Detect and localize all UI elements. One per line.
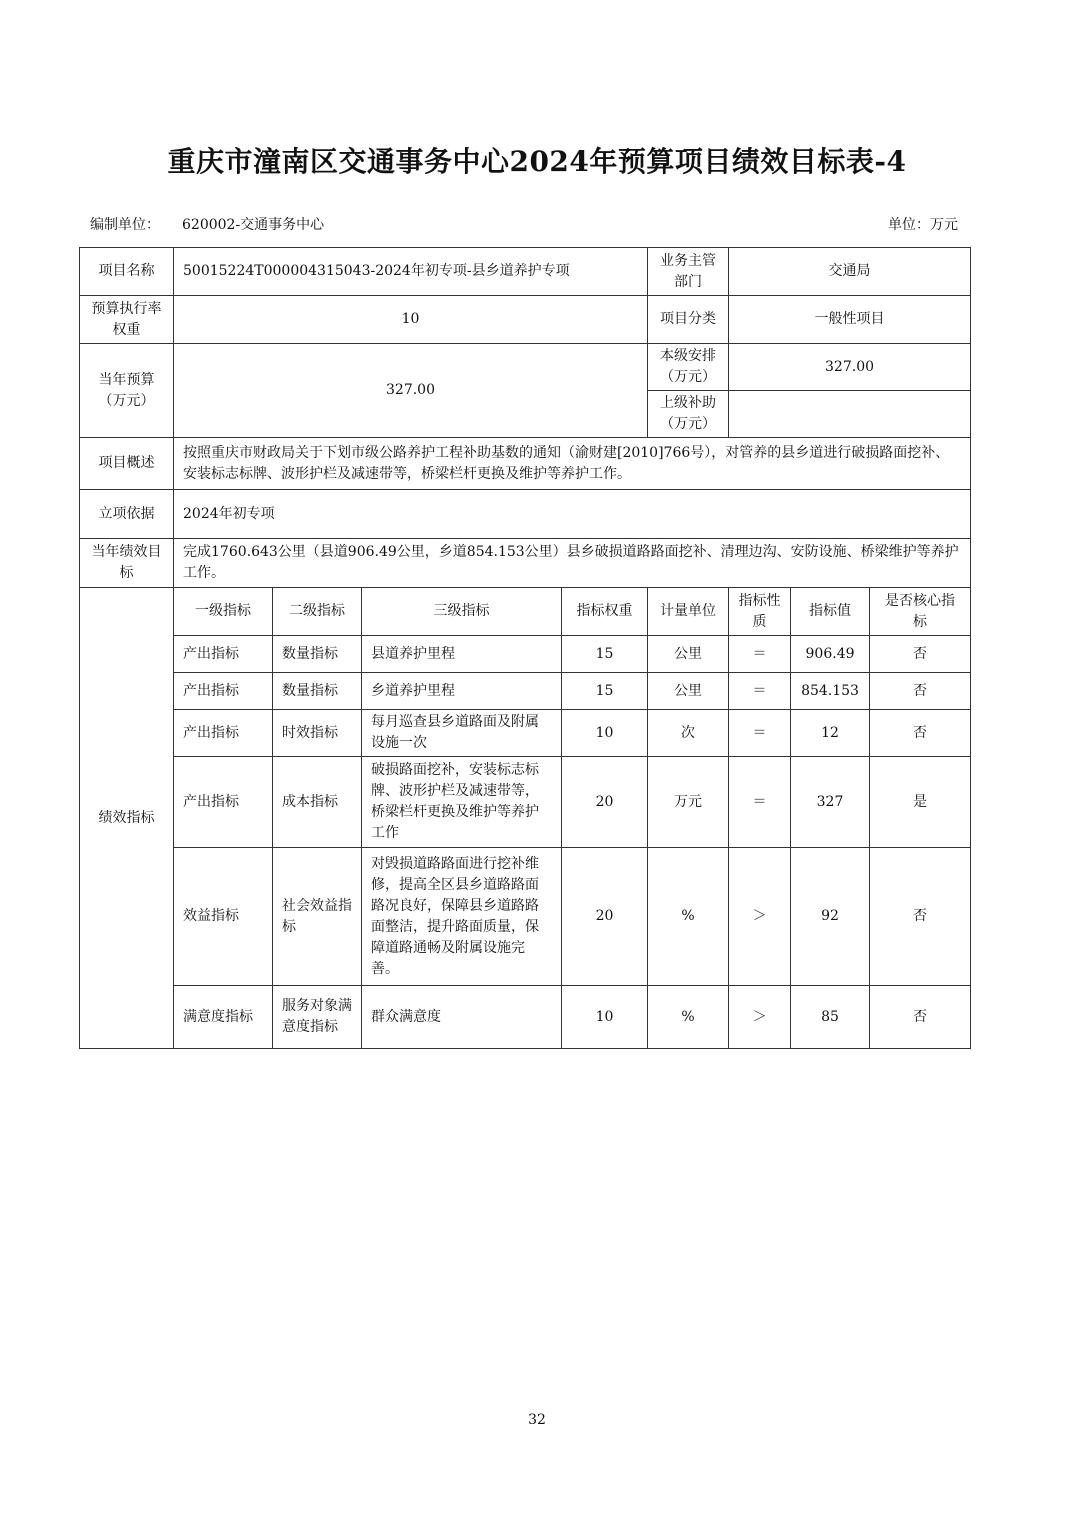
value-cell: 327 [791, 757, 870, 848]
dept-value: 交通局 [729, 248, 971, 296]
project-name-label: 项目名称 [80, 248, 174, 296]
nature-cell: ＝ [729, 757, 791, 848]
currency-unit: 单位：万元 [888, 217, 958, 233]
weight-cell: 10 [562, 710, 648, 757]
unit-cell: 公里 [648, 673, 729, 710]
category-value: 一般性项目 [729, 296, 971, 344]
level1-cell: 产出指标 [174, 710, 273, 757]
page-number: 32 [528, 1412, 546, 1428]
indicator-header-row [80, 588, 971, 636]
table-row [80, 710, 971, 757]
goal-value: 完成1760.643公里（县道906.49公里，乡道854.153公里）县乡破损道路路面挖补、清理边沟、安防设施、桥梁维护等养护工作。 [174, 539, 971, 588]
level1-cell: 产出指标 [174, 636, 273, 673]
overview-value: 按照重庆市财政局关于下划市级公路养护工程补助基数的通知（渝财建[2010]766号），对管养的县乡道进行破损路面挖补、安装标志标牌、波形护栏及减速带等，桥梁栏杆更换及维护等养护工作。 [174, 438, 971, 490]
row-project-name [80, 248, 971, 296]
budget-label: 当年预算（万元） [80, 344, 174, 438]
nature-cell: ＞ [729, 848, 791, 986]
prepared-by-value: 620002-交通事务中心 [182, 217, 325, 233]
weight-value: 10 [174, 296, 648, 344]
prepared-by [90, 214, 324, 234]
core-cell: 否 [870, 710, 971, 757]
unit-cell: 万元 [648, 757, 729, 848]
weight-cell: 10 [562, 986, 648, 1049]
nature-cell: ＝ [729, 673, 791, 710]
overview-label: 项目概述 [80, 438, 174, 490]
core-cell: 是 [870, 757, 971, 848]
header-cell: 指标性质 [729, 588, 791, 636]
value-cell: 854.153 [791, 673, 870, 710]
project-name-value: 50015224T000004315043-2024年初专项-县乡道养护专项 [174, 248, 648, 296]
page-title: 重庆市潼南区交通事务中心2024年预算项目绩效目标表-4 [167, 145, 907, 178]
weight-cell: 20 [562, 848, 648, 986]
header-cell: 指标值 [791, 588, 870, 636]
performance-target-table [79, 247, 971, 1049]
category-label: 项目分类 [648, 296, 729, 344]
level2-cell: 数量指标 [273, 636, 362, 673]
level2-cell: 服务对象满意度指标 [273, 986, 362, 1049]
header-cell: 指标权重 [562, 588, 648, 636]
weight-cell: 15 [562, 673, 648, 710]
level3-cell: 对毁损道路路面进行挖补维修，提高全区县乡道路路面路况良好，保障县乡道路路面整洁，提升路面质量，保障道路通畅及附属设施完善。 [362, 848, 562, 986]
core-cell: 否 [870, 673, 971, 710]
level3-cell: 群众满意度 [362, 986, 562, 1049]
header-cell: 是否核心指标 [870, 588, 971, 636]
weight-label: 预算执行率权重 [80, 296, 174, 344]
level2-cell: 数量指标 [273, 673, 362, 710]
level3-cell: 破损路面挖补，安装标志标牌、波形护栏及减速带等，桥梁栏杆更换及维护等养护工作 [362, 757, 562, 848]
level2-cell: 成本指标 [273, 757, 362, 848]
budget-value: 327.00 [174, 344, 648, 438]
level3-cell: 乡道养护里程 [362, 673, 562, 710]
header-cell: 一级指标 [174, 588, 273, 636]
unit-cell: % [648, 986, 729, 1049]
row-budget-local [80, 344, 971, 391]
level1-cell: 满意度指标 [174, 986, 273, 1049]
level3-cell: 每月巡查县乡道路面及附属设施一次 [362, 710, 562, 757]
unit-cell: 公里 [648, 636, 729, 673]
table-row [80, 636, 971, 673]
upper-label: 上级补助（万元） [648, 391, 729, 438]
level1-cell: 效益指标 [174, 848, 273, 986]
level2-cell: 社会效益指标 [273, 848, 362, 986]
local-value: 327.00 [729, 344, 971, 391]
level1-cell: 产出指标 [174, 673, 273, 710]
nature-cell: ＝ [729, 636, 791, 673]
core-cell: 否 [870, 986, 971, 1049]
row-overview [80, 438, 971, 490]
header-cell: 三级指标 [362, 588, 562, 636]
nature-cell: ＝ [729, 710, 791, 757]
table-row [80, 757, 971, 848]
prepared-by-label: 编制单位： [90, 217, 160, 233]
row-basis [80, 490, 971, 539]
basis-value: 2024年初专项 [174, 490, 971, 539]
value-cell: 92 [791, 848, 870, 986]
core-cell: 否 [870, 848, 971, 986]
nature-cell: ＞ [729, 986, 791, 1049]
value-cell: 85 [791, 986, 870, 1049]
indicator-section-label: 绩效指标 [80, 588, 174, 1049]
table-row [80, 848, 971, 986]
weight-cell: 15 [562, 636, 648, 673]
header-cell: 计量单位 [648, 588, 729, 636]
row-weight [80, 296, 971, 344]
table-row [80, 986, 971, 1049]
level2-cell: 时效指标 [273, 710, 362, 757]
value-cell: 12 [791, 710, 870, 757]
goal-label: 当年绩效目标 [80, 539, 174, 588]
value-cell: 906.49 [791, 636, 870, 673]
weight-cell: 20 [562, 757, 648, 848]
level1-cell: 产出指标 [174, 757, 273, 848]
row-goal [80, 539, 971, 588]
unit-cell: % [648, 848, 729, 986]
basis-label: 立项依据 [80, 490, 174, 539]
core-cell: 否 [870, 636, 971, 673]
dept-label: 业务主管部门 [648, 248, 729, 296]
local-label: 本级安排（万元） [648, 344, 729, 391]
header-cell: 二级指标 [273, 588, 362, 636]
upper-value [729, 391, 971, 438]
unit-cell: 次 [648, 710, 729, 757]
table-row [80, 673, 971, 710]
level3-cell: 县道养护里程 [362, 636, 562, 673]
